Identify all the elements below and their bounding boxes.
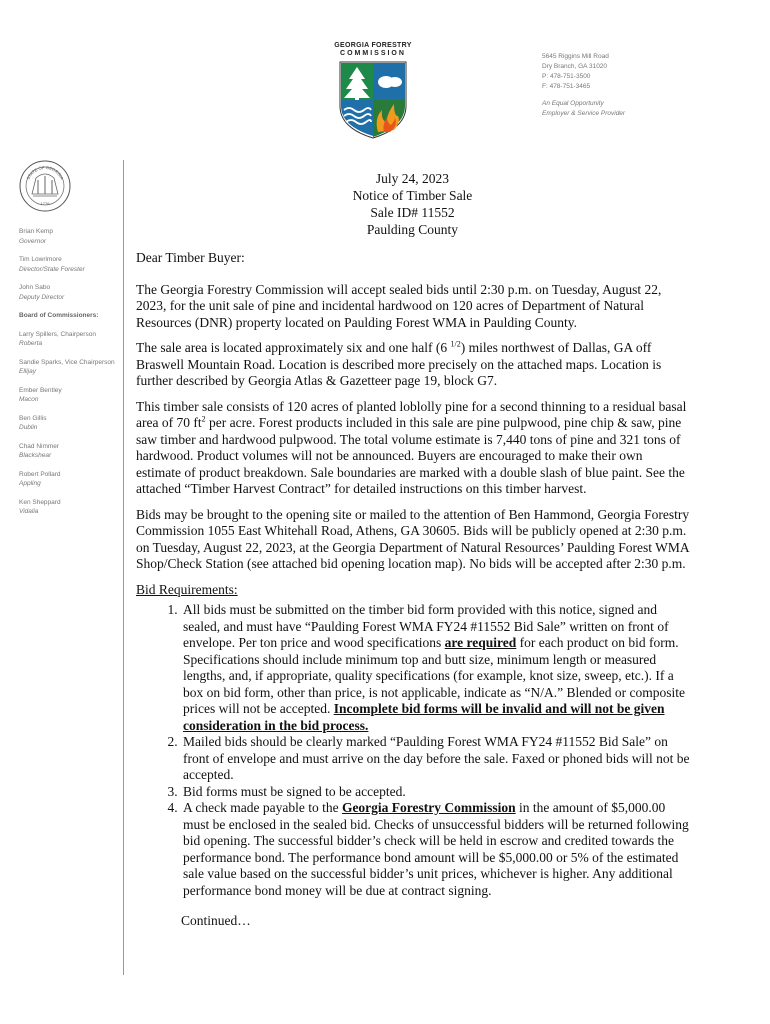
person-name: Chad Nimmer bbox=[19, 442, 60, 450]
person-name: John Sabo bbox=[19, 284, 51, 291]
notice-heading bbox=[300, 170, 525, 238]
list-item: 1. All bids must be submitted on the timber bid form provided with this notice, signed and sealed, and must have “Paulding Forest WMA FY24 #11552 Bid Sale” written on front of envelope. Per ton price and wood specifications are required for each product on bid form. Specifications should include minimum top and butt size, minimum length or measured lengths, and, if appropriate, quality specifications (for example, knot size, sweep, etc.). If a box on bid form, other than price, is not applicable, indicate as “N/A.” Blended or composite prices will not be accepted. Incomplete bid forms will be invalid and will not be given consideration in the bid process. bbox=[181, 602, 690, 734]
logo-title-line1: GEORGIA FORESTRY bbox=[334, 42, 412, 49]
person-role: Deputy Director bbox=[19, 293, 65, 301]
sidebar-commissioner bbox=[19, 442, 123, 461]
person-name: Larry Spillers, Chairperson bbox=[19, 330, 96, 338]
equal-opportunity-line2: Employer & Service Provider bbox=[542, 110, 626, 117]
person-name: Sandie Sparks, Vice Chairperson bbox=[19, 358, 115, 366]
person-name: Robert Pollard bbox=[19, 470, 61, 478]
county: Paulding County bbox=[366, 222, 459, 237]
address-street: 5645 Riggins Mill Road bbox=[542, 53, 609, 60]
georgia-seal-icon bbox=[19, 160, 71, 212]
address-phone: P: 478-751-3500 bbox=[542, 73, 591, 80]
gfc-logo bbox=[333, 42, 413, 140]
sidebar-commissioner bbox=[19, 414, 123, 433]
paragraph-bid-submission: Bids may be brought to the opening site or mailed to the attention of Ben Hammond, Georgia Forestry Commission 1055 East Whitehall Road, Athens, GA 30605. Bids will be publicly opened at 2:30 p.m. on Tuesday, August 22, 2023, at the Georgia Department of Natural Resources’ Paulding Forest WMA Shop/Check Station (see attached bid opening location map). No bids will be accepted after 2:30 p.m. bbox=[136, 506, 690, 571]
paragraph-timber-description: This timber sale consists of 120 acres of planted loblolly pine for a second thinning to a residual basal area of 70 $ft^2$ per acre. Forest products included in this sale are pine pulpwood, pine chip & saw, pine saw timber and hardwood pulpwood. The total volume estimate is 7,440 tons of pine and 321 tons of hardwood. Product volumes will not be announced. Buyers are encouraged to make their own estimate of product breakdown. Sale boundaries are marked with a double slash of blue paint. See the attached “Timber Harvest Contract” for detailed instructions on this timber harvest. bbox=[136, 398, 687, 496]
notice-date: July 24, 2023 bbox=[375, 171, 450, 186]
address-fax: F: 478-751-3465 bbox=[542, 83, 591, 90]
sidebar-deputy-director bbox=[19, 283, 123, 302]
person-name: Tim Lowrimore bbox=[19, 256, 62, 263]
sidebar-commissioner bbox=[19, 498, 123, 517]
list-item: 2. Mailed bids should be clearly marked “Paulding Forest WMA FY24 #11552 Bid Sale” on front of envelope and must arrive on the day before the sale. Faxed or phoned bids will not be accepted. bbox=[181, 734, 690, 784]
sale-id: Sale ID# 11552 bbox=[370, 205, 455, 220]
person-role: Appling bbox=[19, 480, 41, 487]
sidebar-commissioner bbox=[19, 470, 123, 489]
seal-year: 1776 bbox=[40, 201, 50, 206]
person-role: Blackshear bbox=[19, 452, 52, 459]
forestry-shield-icon bbox=[338, 60, 408, 140]
logo-title-line2: COMMISSION bbox=[340, 50, 406, 57]
address-block bbox=[542, 52, 625, 119]
seal-top-text: STATE OF GEORGIA bbox=[25, 164, 65, 181]
bid-requirements-list bbox=[136, 602, 690, 899]
person-role: Vidalia bbox=[19, 508, 39, 515]
person-name: Ember Bentley bbox=[19, 386, 62, 394]
letter-body bbox=[136, 250, 690, 930]
list-item: 4. A check made payable to the Georgia Forestry Commission in the amount of $5,000.00 must be enclosed in the sealed bid. Checks of unsuccessful bidders will be returned following bid opening. The successful bidder’s check will be held in escrow and credited towards the performance bond. The performance bond amount will be $5,000.00 or 5% of the estimated sale value based on the successful bidder’s unit prices, whichever is higher. Any additional performance bond money will be due at contract signing. bbox=[181, 800, 690, 899]
person-role: Governor bbox=[19, 237, 47, 245]
list-item: 3. Bid forms must be signed to be accepted. bbox=[181, 784, 690, 801]
board-heading: Board of Commissioners: bbox=[19, 312, 99, 319]
paragraph-location: The sale area is located approximately six and one half (6 $^{1/2}$) miles northwest of Dallas, GA off Braswell Mountain Road. Location is described more precisely on the attached maps. Location is further described by Georgia Atlas & Gazetteer page 19, block G7. bbox=[136, 339, 662, 388]
address-city: Dry Branch, GA 31020 bbox=[542, 63, 608, 70]
person-name: Ben Gillis bbox=[19, 414, 47, 422]
sidebar-commissioner bbox=[19, 386, 123, 405]
person-name: Brian Kemp bbox=[19, 228, 53, 235]
person-role: Macon bbox=[19, 396, 39, 403]
person-role: Roberta bbox=[19, 340, 43, 347]
continued-marker: Continued… bbox=[181, 913, 251, 928]
greeting: Dear Timber Buyer: bbox=[136, 250, 245, 265]
paragraph-bid-deadline: The Georgia Forestry Commission will accept sealed bids until 2:30 p.m. on Tuesday, August 22, 2023, for the unit sale of pine and incidental hardwood on 120 acres of Department of Natural Resources (DNR) property located on Paulding Forest WMA in Paulding County. bbox=[136, 281, 662, 330]
sidebar-commissioner bbox=[19, 358, 123, 377]
sidebar-director bbox=[19, 255, 123, 274]
person-role: Ellijay bbox=[19, 368, 36, 375]
notice-title: Notice of Timber Sale bbox=[352, 188, 473, 203]
sidebar-divider bbox=[123, 160, 124, 975]
person-role: Dublin bbox=[19, 424, 38, 431]
person-role: Director/State Forester bbox=[19, 265, 85, 273]
bid-requirements-heading: Bid Requirements: bbox=[136, 581, 238, 597]
georgia-state-seal bbox=[19, 160, 71, 217]
person-name: Ken Sheppard bbox=[19, 498, 61, 506]
sidebar-commissioner bbox=[19, 330, 123, 349]
sidebar-governor bbox=[19, 227, 123, 246]
equal-opportunity-line1: An Equal Opportunity bbox=[542, 100, 604, 107]
sidebar bbox=[19, 227, 123, 526]
